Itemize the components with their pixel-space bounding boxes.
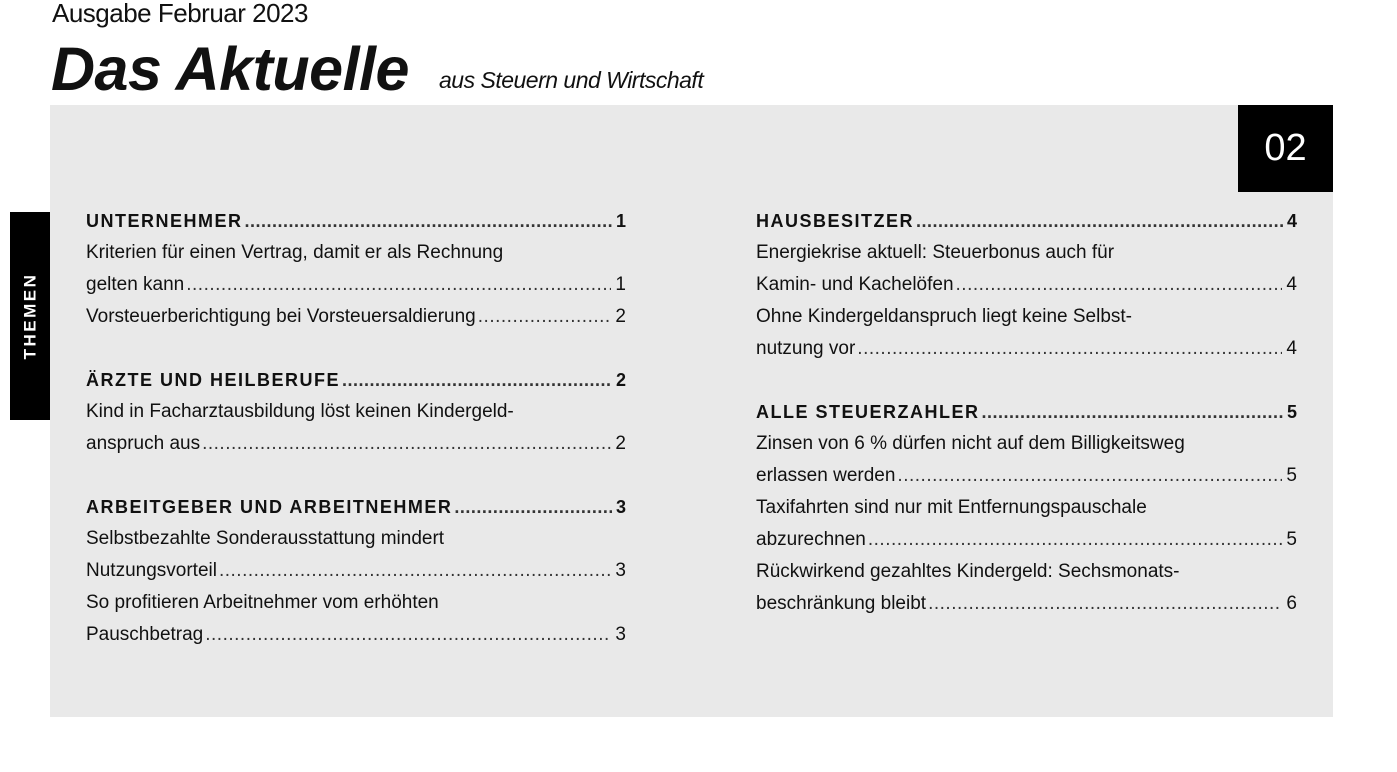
toc-category-alle-steuerzahler[interactable]: ALLE STEUERZAHLER ..... 5 bbox=[756, 396, 1297, 428]
toc-entry-line[interactable]: Kriterien für einen Vertrag, damit er als Rechnung bbox=[86, 242, 504, 263]
toc-entry-line[interactable]: Ohne Kindergeldanspruch liegt keine Selbst- bbox=[756, 306, 1133, 327]
toc-category-hausbesitzer[interactable]: HAUSBESITZER ..... 4 bbox=[756, 205, 1297, 237]
page-number-badge: 02 bbox=[1238, 105, 1333, 192]
toc-entry-line[interactable]: beschränkung bleibt ..... 6 bbox=[756, 588, 1297, 620]
toc-right-column bbox=[756, 205, 1297, 620]
toc-category-arbeitgeber[interactable]: ARBEITGEBER UND ARBEITNEHMER ..... 3 bbox=[86, 491, 626, 523]
toc-entry-line[interactable]: gelten kann ..... 1 bbox=[86, 269, 626, 301]
toc-entry-line[interactable]: So profitieren Arbeitnehmer vom erhöhten bbox=[86, 592, 439, 613]
newsletter-title: Das Aktuelle bbox=[51, 35, 409, 103]
toc-category-unternehmer[interactable]: UNTERNEHMER ..... 1 bbox=[86, 205, 626, 237]
newsletter-subtitle: aus Steuern und Wirtschaft bbox=[439, 67, 704, 93]
toc-entry-line[interactable]: Energiekrise aktuell: Steuerbonus auch für bbox=[756, 242, 1115, 263]
toc-entry-line[interactable]: Kind in Facharztausbildung löst keinen Kindergeld- bbox=[86, 401, 514, 422]
toc-entry-line[interactable]: Pauschbetrag ..... 3 bbox=[86, 619, 626, 651]
toc-entry-line[interactable]: anspruch aus ..... 2 bbox=[86, 428, 626, 460]
toc-entry-line[interactable]: nutzung vor ..... 4 bbox=[756, 333, 1297, 365]
themen-side-tab bbox=[10, 212, 50, 420]
toc-category-aerzte[interactable]: ÄRZTE UND HEILBERUFE ..... 2 bbox=[86, 364, 626, 396]
toc-entry-line[interactable]: Zinsen von 6 % dürfen nicht auf dem Billigkeitsweg bbox=[756, 433, 1185, 454]
toc-entry-line[interactable]: Vorsteuerberichtigung bei Vorsteuersaldierung ..... 2 bbox=[86, 301, 626, 333]
toc-left-column bbox=[86, 205, 626, 651]
toc-entry-line[interactable]: Kamin- und Kachelöfen ..... 4 bbox=[756, 269, 1297, 301]
toc-entry-line[interactable]: Taxifahrten sind nur mit Entfernungspauschale bbox=[756, 497, 1147, 518]
themen-label: THEMEN bbox=[20, 272, 39, 360]
toc-entry-line[interactable]: erlassen werden ..... 5 bbox=[756, 460, 1297, 492]
toc-entry-line[interactable]: abzurechnen ..... 5 bbox=[756, 524, 1297, 556]
toc-entry-line[interactable]: Nutzungsvorteil ..... 3 bbox=[86, 555, 626, 587]
toc-entry-line[interactable]: Selbstbezahlte Sonderausstattung mindert bbox=[86, 528, 445, 549]
toc-entry-line[interactable]: Rückwirkend gezahltes Kindergeld: Sechsmonats- bbox=[756, 561, 1180, 582]
edition-label: Ausgabe Februar 2023 bbox=[52, 0, 308, 28]
